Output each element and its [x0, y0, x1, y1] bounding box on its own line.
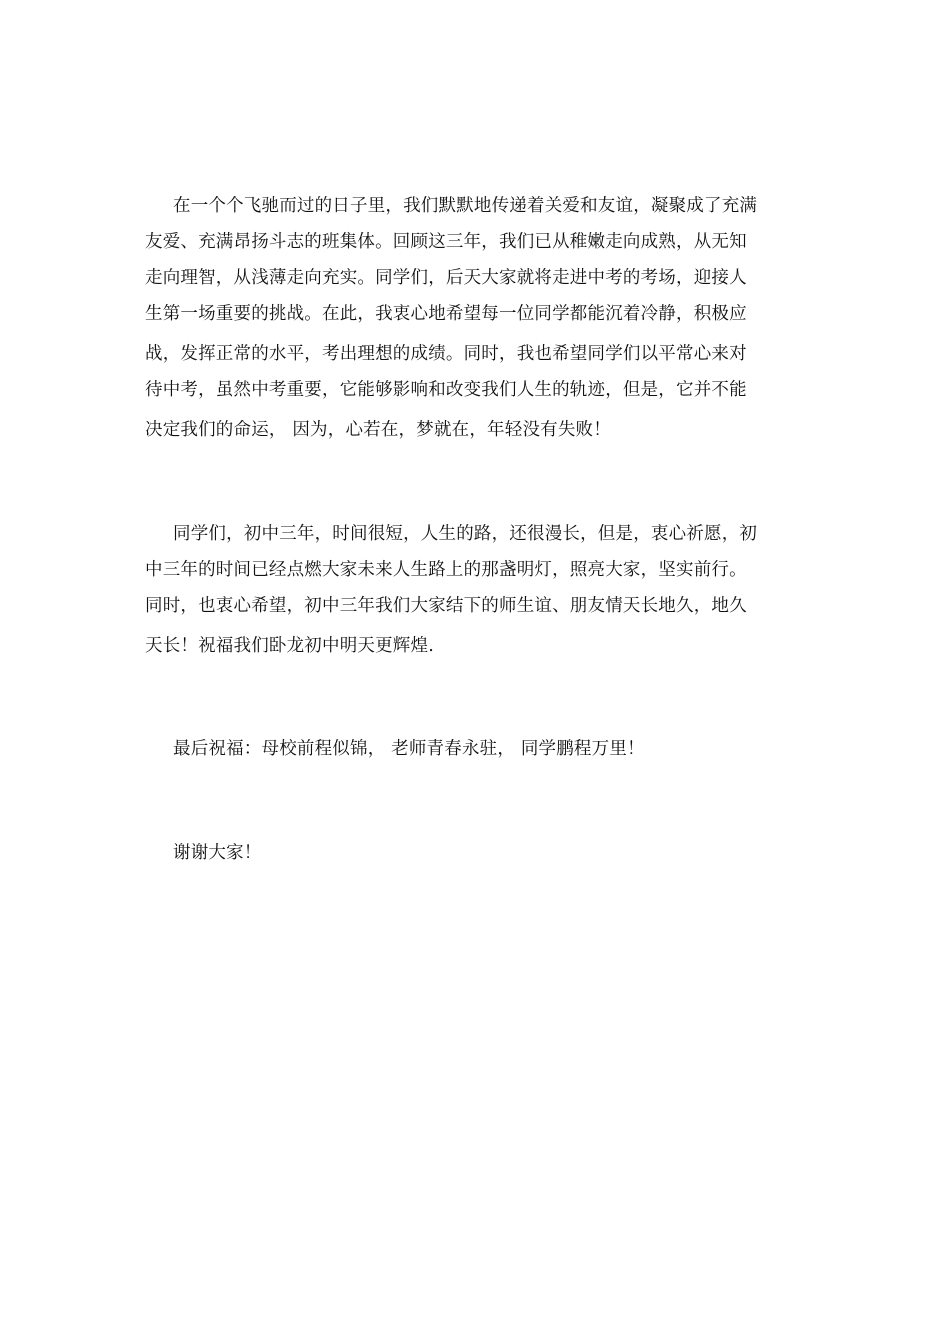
paragraph-1-line-3: 走向理智，从浅薄走向充实。同学们，后天大家就将走进中考的考场，迎接人 [145, 268, 747, 288]
paragraph-1-line-6: 待中考，虽然中考重要，它能够影响和改变我们人生的轨迹，但是，它并不能 [145, 380, 747, 400]
paragraph-1-line-5: 战，发挥正常的水平，考出理想的成绩。同时，我也希望同学们以平常心来对 [145, 344, 747, 364]
paragraph-1-line-2: 友爱、充满昂扬斗志的班集体。回顾这三年，我们已从稚嫩走向成熟，从无知 [145, 232, 747, 252]
paragraph-3-line-1: 最后祝福：母校前程似锦， 老师青春永驻， 同学鹏程万里！ [173, 739, 645, 759]
paragraph-2-line-1: 同学们，初中三年，时间很短，人生的路，还很漫长，但是，衷心祈愿，初 [173, 524, 758, 544]
paragraph-2-line-2: 中三年的时间已经点燃大家未来人生路上的那盏明灯，照亮大家，坚实前行。 [145, 560, 747, 580]
paragraph-1-line-7: 决定我们的命运， 因为，心若在，梦就在，年轻没有失败！ [145, 420, 611, 440]
paragraph-1-line-4: 生第一场重要的挑战。在此，我衷心地希望每一位同学都能沉着冷静，积极应 [145, 304, 747, 324]
paragraph-4-line-1: 谢谢大家！ [173, 843, 262, 863]
paragraph-1-line-1: 在一个个飞驰而过的日子里，我们默默地传递着关爱和友谊，凝聚成了充满 [173, 196, 758, 216]
paragraph-2-line-4: 天长！祝福我们卧龙初中明天更辉煌. [145, 636, 434, 656]
paragraph-2-line-3: 同时，也衷心希望，初中三年我们大家结下的师生谊、朋友情天长地久，地久 [145, 596, 747, 616]
